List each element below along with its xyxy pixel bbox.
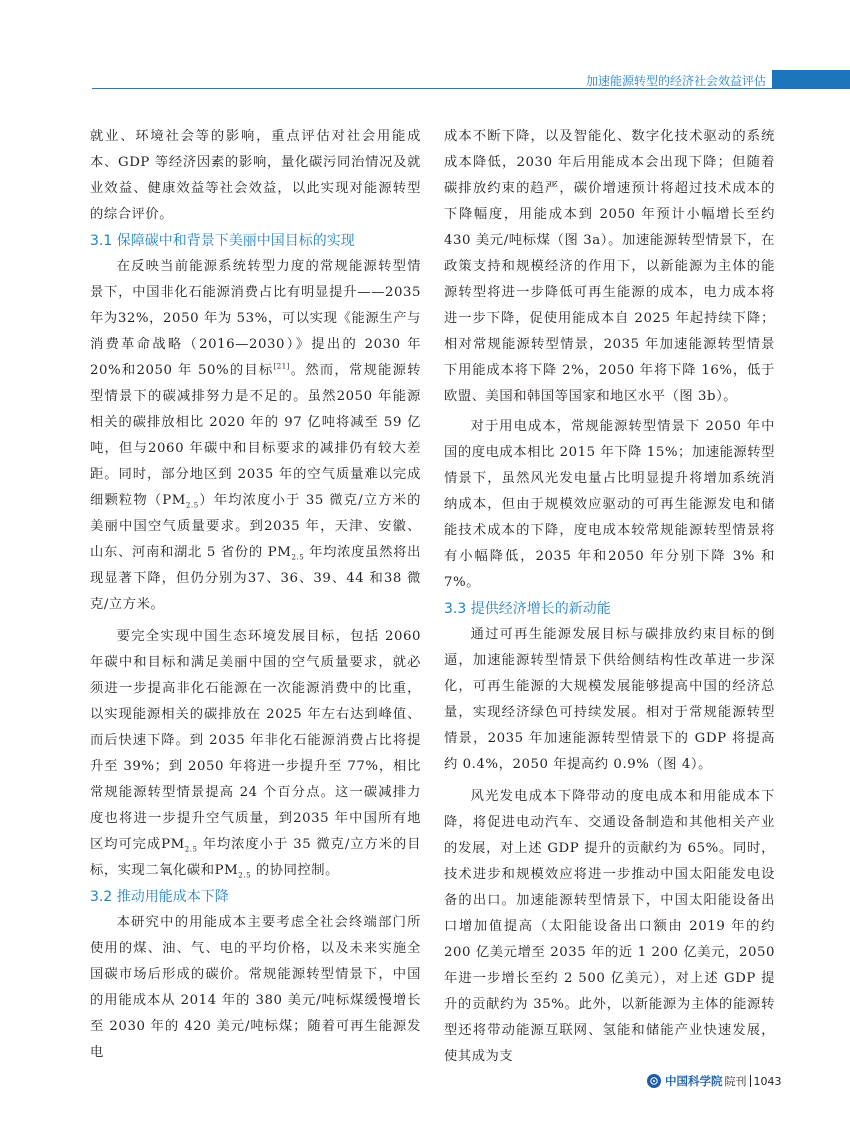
journal-logo-text: 中国科学院 xyxy=(665,1074,723,1088)
paragraph: 成本不断下降，以及智能化、数字化技术驱动的系统成本降低，2030 年后用能成本会出现下降；但随着碳排放约束的趋严，碳价增速预计将超过技术成本的下降幅度，用能成本到 2050 年预计小幅增长至约 430 美元/吨标煤（图 3a）。加速能源转型情景下，在政策支持和规模经济的作用下，以新能源为主体的能源转型将进一步降低可再生能源的成本，电力成本将进一步下降，促使用能成本自 2025 年起持续下降；相对常规能源转型情景，2035 年加速能源转型情景下用能成本将下降 2%，2050 年将下降 16%，低于欧盟、美国和韩国等国家和地区水平（图 3b）。 xyxy=(444,129,775,404)
citation-ref: [21] xyxy=(273,362,291,371)
right-column xyxy=(444,124,775,1070)
journal-label: 院刊 xyxy=(724,1075,747,1088)
paragraph: 通过可再生能源发展目标与碳排放约束目标的倒逼，加速能源转型情景下供给侧结构性改革进一步深化，可再生能源的大规模发展能够提高中国的经济总量，实现经济绿色可持续发展。相对于常规能源转型情景，2035 年加速能源转型情景下的 GDP 将提高约 0.4%，2050 年提高约 0.9%（图 4）。 xyxy=(444,627,775,772)
footer-divider xyxy=(750,1075,751,1087)
section-title-3-1: 3.1 保障碳中和背景下美丽中国目标的实现 xyxy=(90,233,355,249)
section-title-3-2: 3.2 推动用能成本下降 xyxy=(90,889,229,905)
header-rule xyxy=(92,88,772,89)
page-number: 1043 xyxy=(753,1074,782,1088)
header-title: 加速能源转型的经济社会效益评估 xyxy=(585,74,766,88)
paragraph: 本研究中的用能成本主要考虑全社会终端部门所使用的煤、油、气、电的平均价格，以及未来实施全国碳市场后形成的碳价。常规能源转型情景下，中国的用能成本从 2014 年的 380 美元/吨标煤缓慢增长至 2030 年的 420 美元/吨标煤；随着可再生能源发电 xyxy=(90,915,421,1060)
paragraph: 对于用电成本，常规能源转型情景下 2050 年中国的度电成本相比 2015 年下降 15%；加速能源转型情景下，虽然风光发电量占比明显提升将增加系统消纳成本，但由于规模效应驱动的可再生能源发电和储能技术成本的下降，度电成本较常规能源转型情景将有小幅降低，2035 年和2050 年分别下降 3% 和 7%。 xyxy=(444,419,775,590)
section-title-3-3: 3.3 提供经济增长的新动能 xyxy=(444,601,611,617)
running-header xyxy=(92,70,772,89)
paragraph: 就业、环境社会等的影响，重点评估对社会用能成本、GDP 等经济因素的影响，量化碳污同治情况及就业效益、健康效益等社会效益，以此实现对能源转型的综合评价。 xyxy=(90,129,421,222)
header-accent-block xyxy=(772,70,850,89)
page-footer xyxy=(647,1073,782,1089)
paragraph: 要完全实现中国生态环境发展目标，包括 2060 年碳中和目标和满足美丽中国的空气质量要求，就必须进一步提高非化石能源在一次能源消费中的比重，以实现能源相关的碳排放在 2025 年左右达到峰值、而后快速下降。到 2035 年非化石能源消费占比将提升至 39%；到 2050 年将进一步提升至 77%，相比常规能源转型情景提高 24 个百分点。这一碳减排力度也将进一步提升空气质量，到2035 年中国所有地区均可完成$PM_{2.5}$ 年均浓度小于 35 微克/立方米的目标，实现二氧化碳和$PM_{2.5}$ 的协同控制。 xyxy=(90,629,421,880)
paragraph: 在反映当前能源系统转型力度的常规能源转型情景下，中国非化石能源消费占比有明显提升——2035 年为32%，2050 年为 53%，可以实现《能源生产与消费革命战略（2016—2030）》提出的 2030 年 20%和2050 年 50%的目标[21]。然而，常规能源转型情景下的碳减排努力是不足的。虽然2050 年能源相关的碳排放相比 2020 年的 97 亿吨将减至 59 亿吨，但与2060 年碳中和目标要求的减排仍有较大差距。同时，部分地区到 2035 年的空气质量难以完成细颗粒物$(PM_{2.5})$年均浓度小于 35 微克/立方米的美丽中国空气质量要求。到2035 年，天津、安徽、山东、河南和湖北 5 省份的 $PM_{2.5}$ 年均浓度虽然将出现显著下降，但仍分别为37、36、39、44 和38 微克/立方米。 xyxy=(90,259,421,612)
paragraph: 风光发电成本下降带动的度电成本和用能成本下降，将促进电动汽车、交通设备制造和其他相关产业的发展，对上述 GDP 提升的贡献约为 65%。同时，技术进步和规模效应将进一步推动中国太阳能发电设备的出口。加速能源转型情景下，中国太阳能设备出口增加值提高（太阳能设备出口额由 2019 年的约 200 亿美元增至 2035 年的近 1 200 亿美元，2050 年进一步增长至约 2 500 亿美元），对上述 GDP 提升的贡献约为 35%。此外，以新能源为主体的能源转型还将带动能源互联网、氢能和储能产业快速发展，使其成为支 xyxy=(444,789,775,1064)
left-column xyxy=(90,124,421,1066)
cas-logo-icon xyxy=(647,1074,661,1088)
